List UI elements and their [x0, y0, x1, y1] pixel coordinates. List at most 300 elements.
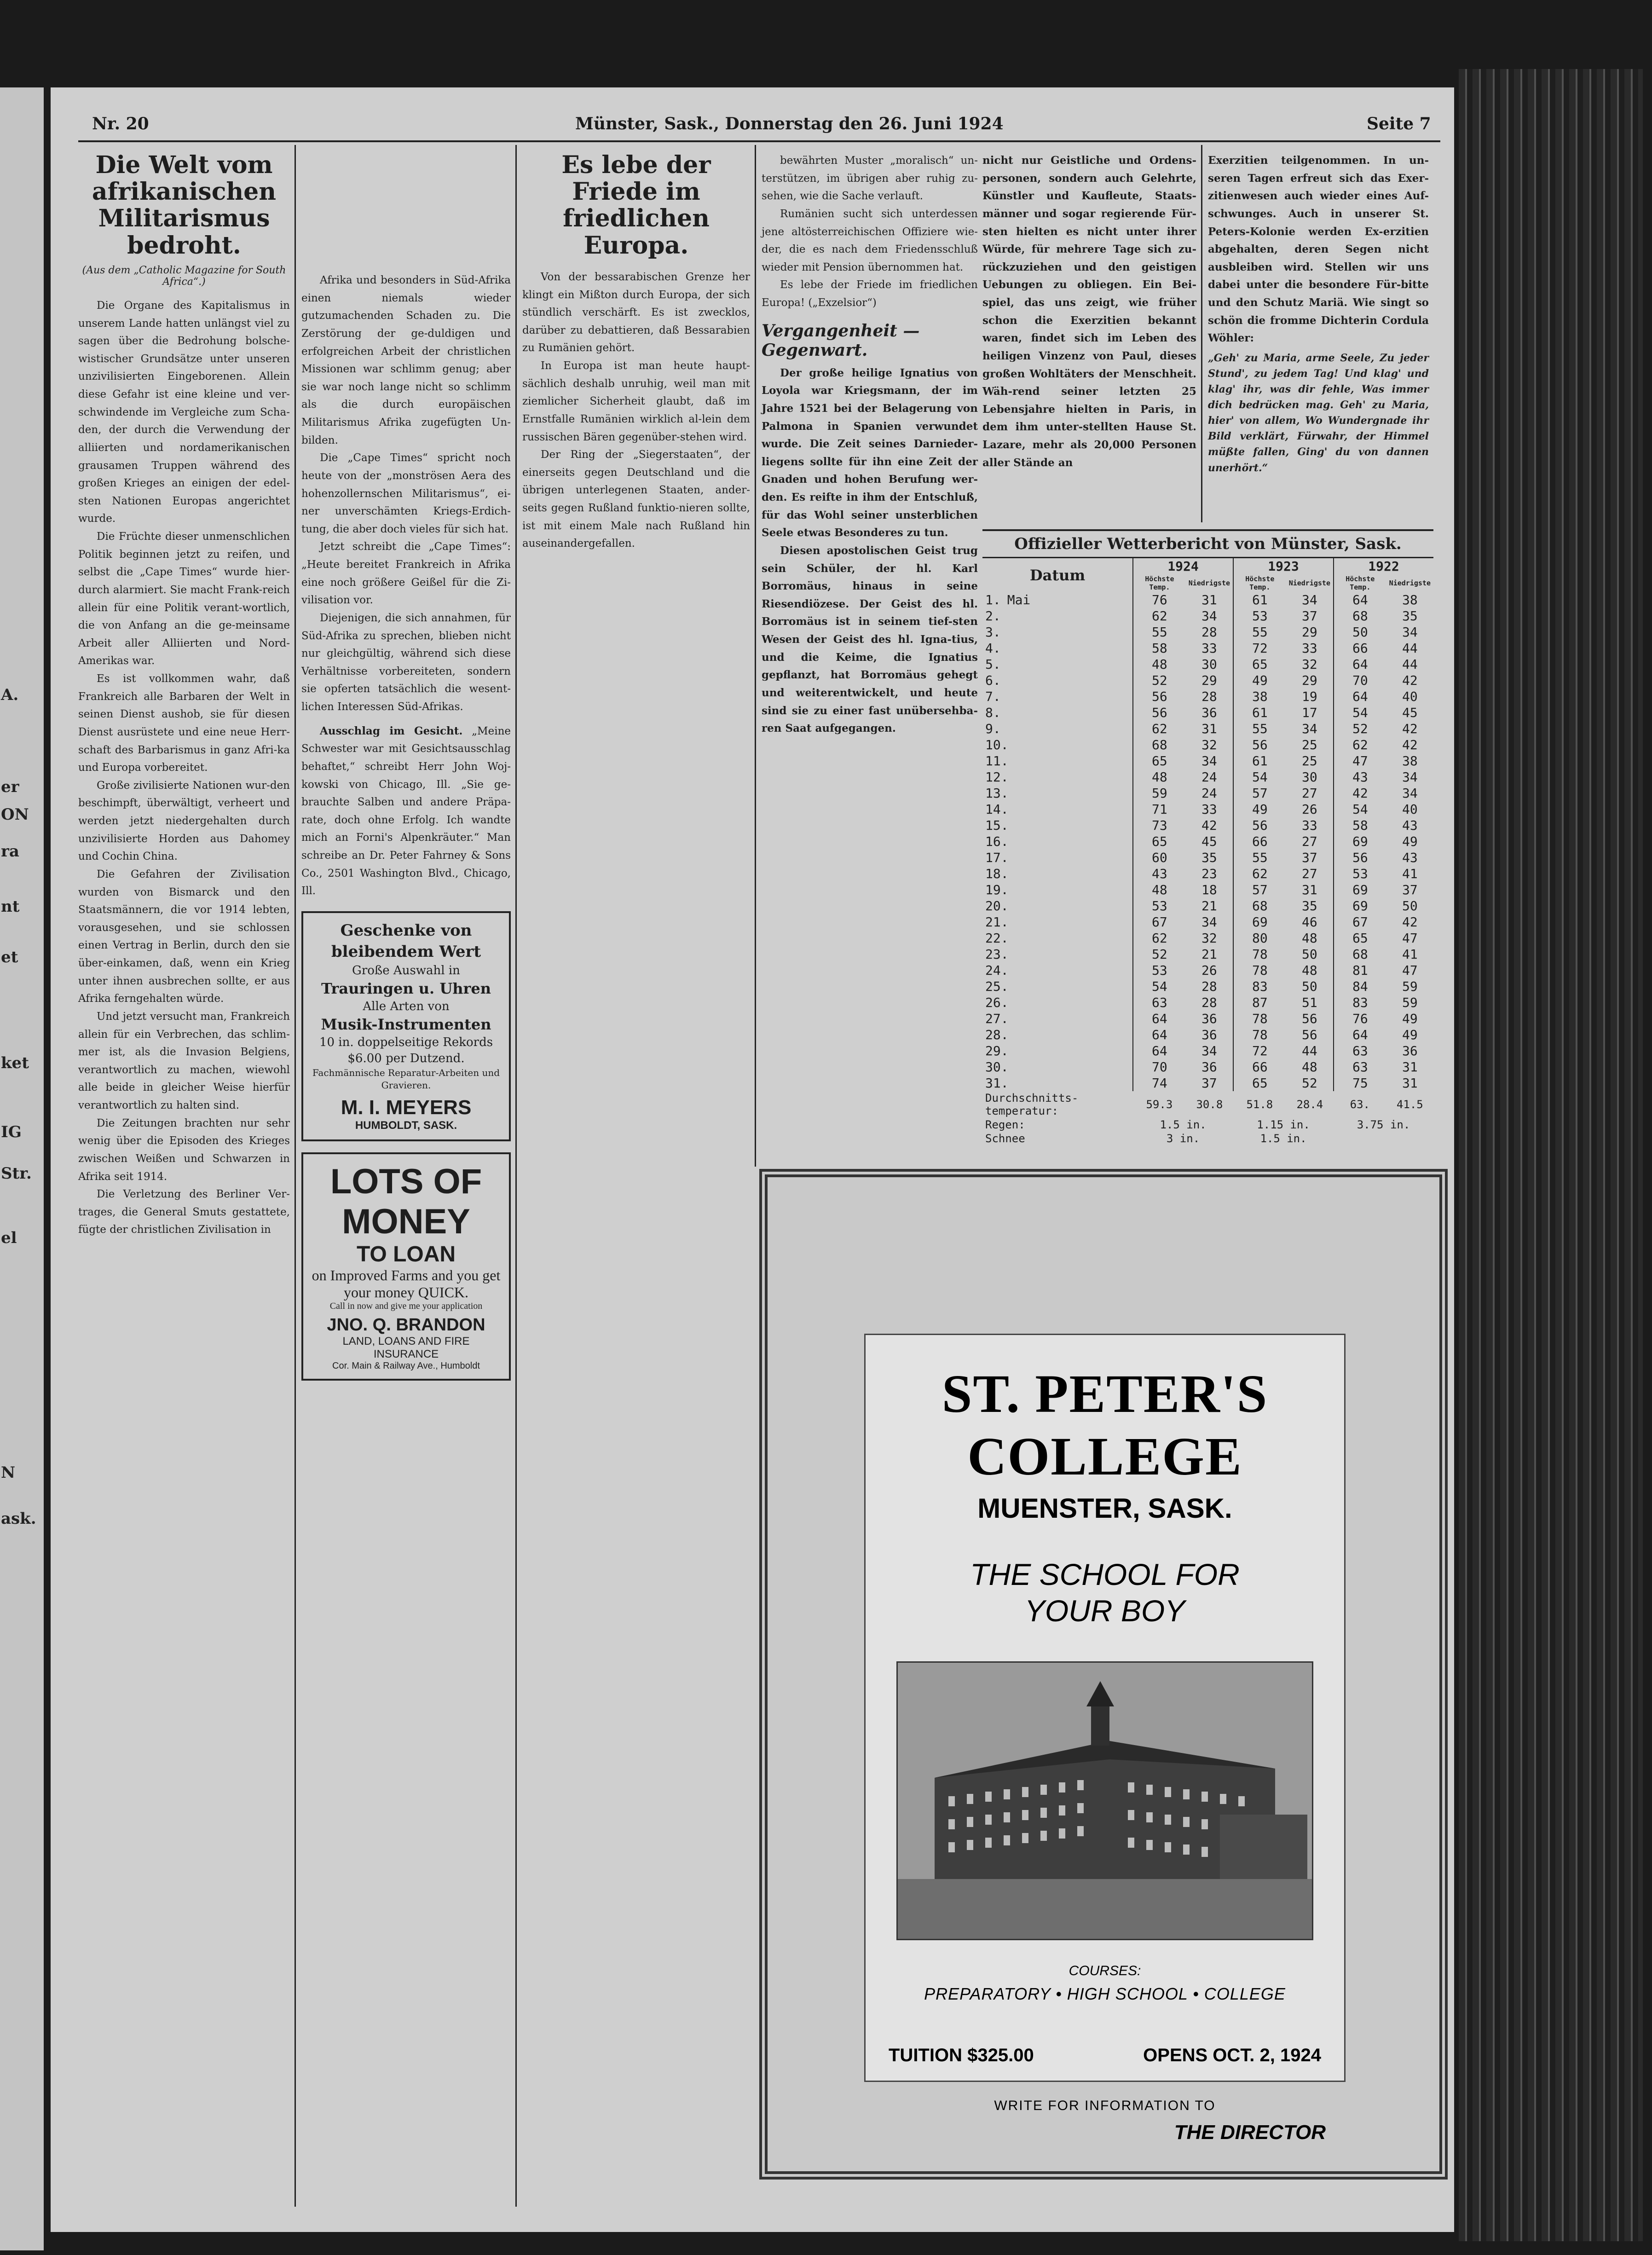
table-cell: 51.8: [1246, 1098, 1273, 1111]
table-cell: 33: [1301, 818, 1317, 833]
date-cell: 20.: [985, 898, 1009, 914]
margin-fragment: N: [1, 1463, 16, 1482]
table-cell: 1.5 in.: [1260, 1132, 1307, 1145]
header-rule: [78, 140, 1440, 142]
table-cell: 42: [1402, 673, 1418, 688]
table-cell: 48: [1301, 963, 1317, 978]
table-cell: 64: [1334, 1027, 1386, 1043]
date-cell: 10.: [985, 737, 1009, 752]
tuition-row: [866, 2045, 1344, 2066]
table-cell: 50: [1334, 624, 1386, 640]
article-peace-europe: [522, 152, 750, 553]
table-cell: 45: [1201, 834, 1217, 849]
table-cell: 3.75 in.: [1357, 1118, 1410, 1131]
table-cell: 53: [1133, 962, 1186, 978]
table-cell: 35: [1402, 608, 1418, 624]
newspaper-page: [51, 87, 1454, 2232]
table-cell: 83: [1233, 978, 1286, 995]
table-cell: 27: [1301, 786, 1317, 801]
date-cell: 21.: [985, 914, 1009, 930]
table-cell: 34: [1402, 769, 1418, 785]
table-cell: 64: [1334, 688, 1386, 705]
date-cell: 6.: [985, 673, 1001, 688]
table-cell: 56: [1133, 705, 1186, 721]
article-past-present: [762, 152, 978, 738]
table-cell: 72: [1233, 640, 1286, 656]
notice-text: „Meine Schwester war mit Gesichtsausschlag behaftet,“ schreibt Herr John Woj-kowski von Chicago, Ill. „Sie ge-brauchte Salben und andere Präpa-rate, doch ohne Erfolg. Ich wandte mich an Forni's Alpenkräuter.“ Man schreibe an Dr. Peter Fahrney & Sons Co., 2501 Washington Blvd., Chicago, Ill.: [301, 725, 511, 897]
table-cell: 81: [1334, 962, 1386, 978]
table-cell: 36: [1201, 1011, 1217, 1026]
table-cell: 19: [1301, 689, 1317, 704]
table-cell: 56: [1133, 688, 1186, 705]
table-cell: 51: [1301, 995, 1317, 1010]
table-cell: 65: [1233, 1075, 1286, 1091]
paragraph: Die Zeitungen brachten nur sehr wenig über die Episoden des Krieges zwischen Weißen und Schwarzen in Afrika seit 1914.: [78, 1117, 290, 1183]
table-row: [982, 1043, 1433, 1059]
previous-page-strip: [0, 87, 44, 2250]
table-row: [982, 946, 1433, 962]
ad-line: 10 in. doppelseitige Rekords $6.00 per Dutzend.: [319, 1035, 493, 1066]
margin-fragment: ask.: [1, 1509, 36, 1528]
table-cell: 62: [1334, 737, 1386, 753]
table-cell: 34: [1301, 592, 1317, 607]
table-cell: 37: [1301, 608, 1317, 624]
table-row: [982, 850, 1433, 866]
table-cell: 78: [1233, 1027, 1286, 1043]
building-illustration: [898, 1663, 1312, 1939]
table-cell: 52: [1334, 721, 1386, 737]
table-row: [982, 1059, 1433, 1075]
table-cell: 34: [1201, 608, 1217, 624]
table-cell: 44: [1402, 641, 1418, 656]
table-cell: 18: [1201, 882, 1217, 897]
table-cell: 54: [1334, 801, 1386, 817]
table-cell: 31: [1201, 721, 1217, 736]
table-cell: 48: [1133, 656, 1186, 672]
date-cell: 13.: [985, 786, 1009, 801]
meyers-advertisement: [301, 911, 511, 1142]
contact-name: THE DIRECTOR: [1174, 2121, 1326, 2144]
table-row: [982, 833, 1433, 850]
table-cell: 21: [1201, 947, 1217, 962]
table-cell: 73: [1133, 817, 1186, 833]
article-title: Die Welt vom afrikanischen Militarismus bedroht.: [92, 151, 277, 260]
table-row: [982, 962, 1433, 978]
table-cell: 46: [1301, 914, 1317, 930]
table-cell: 25: [1301, 737, 1317, 752]
paragraph: Große zivilisierte Nationen wur-den beschimpft, überwältigt, verheert und werden jetzt niedergehalten durch unzivilisierte Horden aus Dahomey und Cochin China.: [78, 779, 290, 863]
table-cell: 70: [1133, 1059, 1186, 1075]
table-cell: 30: [1201, 657, 1217, 672]
article-body: Exerzitien teilgenommen. In un-seren Tagen erfreut sich das Exer-zitienwesen auch wieder eines Auf-schwunges. Auch in unserer St. Peters-Kolonie werden Ex-erzitien abgehalten, deren Segen nicht ausbleiben wird. Stellen wir uns dabei unter die besondere Für-bitte und den Schutz Mariä. Wie singt so schön die fromme Dichterin Cordula Wöhler:: [1208, 154, 1429, 345]
table-cell: 38: [1233, 688, 1286, 705]
date-cell: 2.: [985, 608, 1001, 624]
date-cell: 18.: [985, 866, 1009, 881]
table-cell: 40: [1402, 802, 1418, 817]
table-cell: 41.5: [1396, 1098, 1423, 1111]
table-cell: 56: [1301, 1027, 1317, 1042]
article-continuation: [301, 272, 511, 1392]
sub-header: Niedrigste: [1188, 579, 1230, 587]
table-cell: 55: [1233, 624, 1286, 640]
table-cell: 66: [1233, 833, 1286, 850]
table-row: [982, 592, 1433, 608]
table-cell: 33: [1301, 641, 1317, 656]
table-cell: 27: [1301, 834, 1317, 849]
table-cell: 55: [1133, 624, 1186, 640]
ad-firm: LAND, LOANS AND FIRE INSURANCE: [342, 1335, 470, 1361]
table-cell: 32: [1301, 657, 1317, 672]
date-cell: 3.: [985, 624, 1001, 640]
margin-fragment: ON: [1, 805, 29, 824]
table-cell: 68: [1133, 737, 1186, 753]
paragraph: Die Verletzung des Berliner Ver-trages, die General Smuts gestattete, fügte der christlichen Zivilisation in: [78, 1188, 290, 1236]
sub-header: Niedrigste: [1288, 579, 1330, 587]
table-cell: 57: [1233, 785, 1286, 801]
paragraph: Die „Cape Times“ spricht noch heute von der „monströsen Aera des hohenzollernschen Militarismus“, ei-ner unverschämten Kriegs-Erdich-tung, die aber doch vieles für sich hat.: [301, 452, 511, 535]
table-cell: 25: [1301, 753, 1317, 769]
paragraph: Rumänien sucht sich unterdessen jene altösterreichischen Offiziere wie-der, die es nach dem Friedensschluß wieder mit Pension übernommen hat.: [762, 208, 978, 273]
table-cell: 59.3: [1146, 1098, 1173, 1111]
table-cell: 68: [1233, 898, 1286, 914]
table-cell: 63.: [1350, 1098, 1370, 1111]
table-cell: 69: [1334, 833, 1386, 850]
tagline-line: YOUR BOY: [1024, 1594, 1185, 1628]
table-cell: 66: [1233, 1059, 1286, 1075]
table-cell: 31: [1201, 592, 1217, 607]
table-cell: 69: [1233, 914, 1286, 930]
table-cell: 74: [1133, 1075, 1186, 1091]
table-cell: 30.8: [1196, 1098, 1223, 1111]
table-cell: 69: [1334, 882, 1386, 898]
margin-fragment: ket: [1, 1054, 29, 1072]
table-cell: 67: [1133, 914, 1186, 930]
table-cell: 69: [1334, 898, 1386, 914]
table-cell: 58: [1133, 640, 1186, 656]
article-source: (Aus dem „Catholic Magazine for South Africa“.): [82, 264, 286, 288]
table-cell: 56: [1301, 1011, 1317, 1026]
table-cell: 56: [1233, 737, 1286, 753]
table-cell: 62: [1133, 721, 1186, 737]
column-rule: [515, 145, 517, 2207]
column-rule: [295, 145, 296, 2207]
paragraph: Die Gefahren der Zivilisation wurden von Bismarck und den Staatsmännern, die vor 1914 lebten, vorausgesehen, und sie schlossen einen Vertrag in Berlin, durch den sie über-einkamen, daß, wenn ein Krieg unter ihnen ausbrechen sollte, er aus Afrika ferngehalten würde.: [78, 868, 290, 1005]
table-row: [982, 624, 1433, 640]
table-cell: 34: [1301, 721, 1317, 736]
date-cell: 1. Mai: [985, 592, 1031, 607]
table-cell: 60: [1133, 850, 1186, 866]
table-cell: 75: [1334, 1075, 1386, 1091]
ad-line: Alle Arten von: [363, 999, 450, 1013]
table-row: [982, 705, 1433, 721]
table-cell: 55: [1233, 721, 1286, 737]
date-cell: 5.: [985, 657, 1001, 672]
table-cell: 29: [1301, 673, 1317, 688]
margin-fragment: et: [1, 948, 18, 966]
page-number: Seite 7: [1367, 114, 1431, 133]
table-cell: 35: [1301, 898, 1317, 914]
ad-headline: LOTS OF MONEY: [330, 1162, 482, 1242]
table-cell: 61: [1233, 705, 1286, 721]
table-cell: 36: [1402, 1043, 1418, 1058]
table-cell: 47: [1402, 931, 1418, 946]
margin-fragment: er: [1, 778, 19, 796]
table-cell: 49: [1233, 801, 1286, 817]
article-body: [522, 268, 750, 553]
paragraph: Der Ring der „Siegerstaaten“, der einerseits gegen Deutschland und die übrigen unterlegenen Staaten, ander-seits gegen Rußland funktio-nieren sollte, ist mit einem Male nach Rußland hin auseinandergefallen.: [522, 449, 750, 550]
table-cell: 52: [1133, 946, 1186, 962]
article-body: [762, 152, 978, 312]
table-cell: 47: [1402, 963, 1418, 978]
margin-fragment: el: [1, 1229, 17, 1247]
paragraph: Von der bessarabischen Grenze her klingt ein Mißton durch Europa, der sich stündlich verschärft. Es ist zwecklos, darüber zu debattieren, daß Bessarabien zu Rumänien gehört.: [522, 271, 750, 354]
table-row: [982, 656, 1433, 672]
date-cell: 8.: [985, 705, 1001, 720]
table-cell: 28: [1201, 995, 1217, 1010]
poem: „Geh' zu Maria, arme Seele, Zu jeder Stund', zu jedem Tag! Und klag' und klag' ihr, was dir fehle, Was immer dich bedrücken mag. Geh' zu Maria, hier' von allem, Wo Wundergnade ihr Bild verklärt, Fürwahr, der Himmel müßte fallen, Ging' du von dannen unerhört.“: [1208, 352, 1429, 474]
table-cell: 62: [1133, 608, 1186, 624]
weather-table: [982, 558, 1433, 1145]
table-cell: 23: [1201, 866, 1217, 881]
table-cell: 29: [1301, 624, 1317, 640]
table-cell: 45: [1402, 705, 1418, 720]
date-cell: 9.: [985, 721, 1001, 736]
table-cell: 34: [1402, 624, 1418, 640]
ad-place: HUMBOLDT, SASK.: [355, 1119, 457, 1132]
table-cell: 80: [1233, 930, 1286, 946]
paragraph: Und jetzt versucht man, Frankreich allein für ein Verbrechen, das schlim-mer ist, als die Invasion Belgiens, verantwortlich zu machen, wiewohl alle beide in gleicher Weise hierfür verantwortlich zu halten sind.: [78, 1010, 290, 1112]
tagline: [866, 1556, 1344, 1629]
exerzitien-text-left: [982, 152, 1196, 472]
table-cell: 17: [1301, 705, 1317, 720]
month-label: Mai: [1007, 592, 1031, 607]
table-cell: 42: [1402, 914, 1418, 930]
table-cell: 64: [1133, 1043, 1186, 1059]
table-cell: 21: [1201, 898, 1217, 914]
table-row: [982, 978, 1433, 995]
table-row: [982, 753, 1433, 769]
table-cell: 34: [1402, 786, 1418, 801]
table-cell: 52: [1133, 672, 1186, 688]
table-cell: 43: [1402, 818, 1418, 833]
table-cell: 49: [1233, 672, 1286, 688]
table-cell: 41: [1402, 866, 1418, 881]
table-cell: 33: [1201, 802, 1217, 817]
table-cell: 24: [1201, 786, 1217, 801]
date-cell: 24.: [985, 963, 1009, 978]
table-cell: 40: [1402, 689, 1418, 704]
table-row: [982, 817, 1433, 833]
table-cell: 49: [1402, 1027, 1418, 1042]
table-cell: 62: [1233, 866, 1286, 882]
table-cell: 54: [1133, 978, 1186, 995]
table-row: [982, 769, 1433, 785]
table-cell: 35: [1201, 850, 1217, 865]
date-cell: 12.: [985, 769, 1009, 785]
table-cell: 57: [1233, 882, 1286, 898]
sub-header: Höchste Temp.: [1233, 574, 1286, 592]
date-cell: 22.: [985, 931, 1009, 946]
table-cell: 38: [1402, 753, 1418, 769]
table-cell: 43: [1133, 866, 1186, 882]
date-cell: 25.: [985, 979, 1009, 994]
table-cell: 31: [1402, 1075, 1418, 1091]
paragraph: Es lebe der Friede im friedlichen Europa! („Exzelsior“): [762, 279, 978, 309]
table-row: [982, 995, 1433, 1011]
table-cell: 43: [1402, 850, 1418, 865]
table-cell: 47: [1334, 753, 1386, 769]
book-page-edges: [1459, 69, 1643, 2241]
courses-label: COURSES:: [1069, 1963, 1141, 1979]
avg-label: Durchschnitts-temperatur:: [985, 1092, 1079, 1117]
table-cell: 65: [1233, 656, 1286, 672]
table-cell: 37: [1301, 850, 1317, 865]
table-row: [982, 785, 1433, 801]
college-name: ST. PETER'S COLLEGE: [942, 1364, 1268, 1486]
table-cell: 56: [1334, 850, 1386, 866]
date-cell: 31.: [985, 1075, 1009, 1091]
table-cell: 28: [1201, 689, 1217, 704]
table-cell: 55: [1233, 850, 1286, 866]
date-cell: 4.: [985, 641, 1001, 656]
table-cell: 41: [1402, 947, 1418, 962]
table-cell: 28: [1201, 979, 1217, 994]
table-row: [982, 930, 1433, 946]
table-cell: 66: [1334, 640, 1386, 656]
table-cell: 48: [1133, 769, 1186, 785]
sub-header: Niedrigste: [1389, 579, 1431, 587]
article-title: Es lebe der Friede im friedlichen Europa.: [561, 151, 711, 260]
table-cell: 71: [1133, 801, 1186, 817]
date-cell: 27.: [985, 1011, 1009, 1026]
paragraph: bewährten Muster „moralisch“ un-terstützen, im übrigen aber ruhig zu-sehen, wie die Sache verlauft.: [762, 155, 978, 202]
paragraph: Es ist vollkommen wahr, daß Frankreich alle Barbaren der Welt in seinen Dienst aushob, sie für diesen Dienst ausrüstete und eine neue Herr-schaft des Barbarismus in ganz Afri-ka und Europa vorbereitet.: [78, 673, 290, 774]
dateline: Münster, Sask., Donnerstag den 26. Juni 1924: [575, 114, 1004, 133]
table-cell: 27: [1301, 866, 1317, 881]
table-cell: 59: [1133, 785, 1186, 801]
year-header: 1923: [1233, 558, 1334, 574]
date-cell: 16.: [985, 834, 1009, 849]
table-cell: 76: [1334, 1011, 1386, 1027]
ad-text: on Improved Farms and you get your money QUICK.: [312, 1267, 501, 1301]
table-cell: 59: [1402, 979, 1418, 994]
paragraph: In Europa ist man heute haupt-sächlich deshalb unruhig, weil man mit ziemlicher Sicherheit glaubt, daß im Ernstfalle Rumänien wirklich al-lein dem russischen Bären gegenüber-stehen wird.: [522, 360, 750, 443]
table-cell: 36: [1201, 1027, 1217, 1042]
ad-address: Cor. Main & Railway Ave., Humboldt: [332, 1361, 480, 1371]
table-row: [982, 866, 1433, 882]
paragraph: Diesen apostolischen Geist trug sein Schüler, der hl. Karl Borromäus, hinaus in seine Riesendiözese. Der Geist des hl. Borromäus ist in seinem tief-sten Wesen der Geist des hl. Igna-tius, und die Keime, die Ignatius gepflanzt, hat Borromäus gehegt und weiterentwickelt, und heute sind sie zu einer fast unübersehba-ren Saat aufgegangen.: [762, 544, 978, 735]
margin-fragment: IG: [1, 1123, 22, 1141]
sub-header: Höchste Temp.: [1133, 574, 1186, 592]
date-cell: 7.: [985, 689, 1001, 704]
table-cell: 61: [1233, 753, 1286, 769]
ad-line: Fachmännische Reparatur-Arbeiten und Gravieren.: [312, 1067, 500, 1091]
table-cell: 1.15 in.: [1257, 1118, 1310, 1131]
table-cell: 37: [1201, 1075, 1217, 1091]
table-cell: 31: [1402, 1059, 1418, 1075]
table-cell: 1.5 in.: [1160, 1118, 1207, 1131]
brandon-loan-advertisement: [301, 1152, 511, 1381]
table-row: [982, 608, 1433, 624]
date-cell: 26.: [985, 995, 1009, 1010]
college-location: MUENSTER, SASK.: [977, 1493, 1232, 1524]
poster-card: [864, 1334, 1346, 2144]
table-row: [982, 1027, 1433, 1043]
table-cell: 33: [1201, 641, 1217, 656]
table-cell: 63: [1334, 1043, 1386, 1059]
table-cell: 26: [1201, 963, 1217, 978]
table-cell: 48: [1301, 931, 1317, 946]
table-cell: 28.4: [1296, 1098, 1323, 1111]
table-cell: 64: [1133, 1027, 1186, 1043]
table-cell: 72: [1233, 1043, 1286, 1059]
table-row: [982, 801, 1433, 817]
table-cell: 53: [1133, 898, 1186, 914]
table-row: [982, 898, 1433, 914]
table-cell: 34: [1201, 914, 1217, 930]
table-cell: [1334, 1132, 1433, 1145]
opening-date: OPENS OCT. 2, 1924: [1143, 2045, 1321, 2066]
date-cell: 19.: [985, 882, 1009, 897]
table-cell: 31: [1301, 882, 1317, 897]
table-row: [982, 737, 1433, 753]
column-rule: [755, 145, 756, 1167]
table-cell: 68: [1334, 946, 1386, 962]
weather-title: Offizieller Wetterbericht von Münster, Sask.: [982, 529, 1433, 558]
issue-number: Nr. 20: [92, 114, 149, 133]
table-cell: 84: [1334, 978, 1386, 995]
ad-title: Geschenke von bleibendem Wert: [331, 921, 481, 961]
table-cell: 59: [1402, 995, 1418, 1010]
year-header: 1922: [1334, 558, 1433, 574]
paragraph: Die Früchte dieser unmenschlichen Politik beginnen jetzt zu reifen, und selbst die „Cape Times“ wurde hier-durch alarmiert. Sie macht Frank-reich allein für eine Politik verant-wortlich, die von Anfang an die ge-meinsame Arbeit aller Alliierten und Nord-Amerikas war.: [78, 531, 290, 667]
table-cell: 54: [1233, 769, 1286, 785]
table-cell: 76: [1133, 592, 1186, 608]
table-cell: 65: [1334, 930, 1386, 946]
table-cell: 53: [1233, 608, 1286, 624]
ad-line: Musik-Instrumenten: [321, 1016, 491, 1034]
paragraph: Der große heilige Ignatius von Loyola war Kriegsmann, der im Jahre 1521 bei der Belagerung von Palmona in Spanien verwundet wurde. Die Zeit seines Darnieder-liegens sollte für ihn eine Zeit der Gnaden und hohen Berufung wer-den. Es reifte in ihm der Entschluß, für das Wohl seiner unsterblichen Seele etwas Besonderes zu tun.: [762, 366, 978, 539]
date-cell: 17.: [985, 850, 1009, 865]
date-cell: 11.: [985, 753, 1009, 769]
table-row: [982, 1011, 1433, 1027]
weather-report: [982, 529, 1433, 1145]
date-cell: 23.: [985, 947, 1009, 962]
section-subtitle: Vergangenheit — Gegenwart.: [762, 321, 920, 360]
table-row: [982, 721, 1433, 737]
table-cell: 64: [1334, 656, 1386, 672]
date-cell: 29.: [985, 1043, 1009, 1058]
exerzitien-text-right: [1208, 152, 1429, 476]
college-building-photo: [896, 1661, 1313, 1940]
table-cell: 30: [1301, 769, 1317, 785]
table-cell: 38: [1402, 592, 1418, 607]
tuition-text: TUITION $325.00: [889, 2045, 1034, 2066]
table-cell: 34: [1201, 1043, 1217, 1058]
contact-line: WRITE FOR INFORMATION TO: [994, 2098, 1216, 2114]
article-body: [78, 297, 290, 1239]
courses-list: PREPARATORY • HIGH SCHOOL • COLLEGE: [924, 1984, 1286, 2004]
table-cell: 65: [1133, 833, 1186, 850]
paragraph: Afrika und besonders in Süd-Afrika einen niemals wieder gutzumachenden Schaden zu. Die Zerstörung der ge-duldigen und erfolgreichen Arbeit der christlichen Missionen war schlimm genug; aber sie war noch lange nicht so schlimm als die durch europäischen Militarismus Afrika zugefügten Un-bilden.: [301, 274, 511, 446]
table-cell: 50: [1402, 898, 1418, 914]
table-cell: 24: [1201, 769, 1217, 785]
date-cell: 30.: [985, 1059, 1009, 1075]
date-cell: 15.: [985, 818, 1009, 833]
table-cell: 36: [1201, 1059, 1217, 1075]
article-african-militarism: [78, 152, 290, 1239]
table-cell: 53: [1334, 866, 1386, 882]
